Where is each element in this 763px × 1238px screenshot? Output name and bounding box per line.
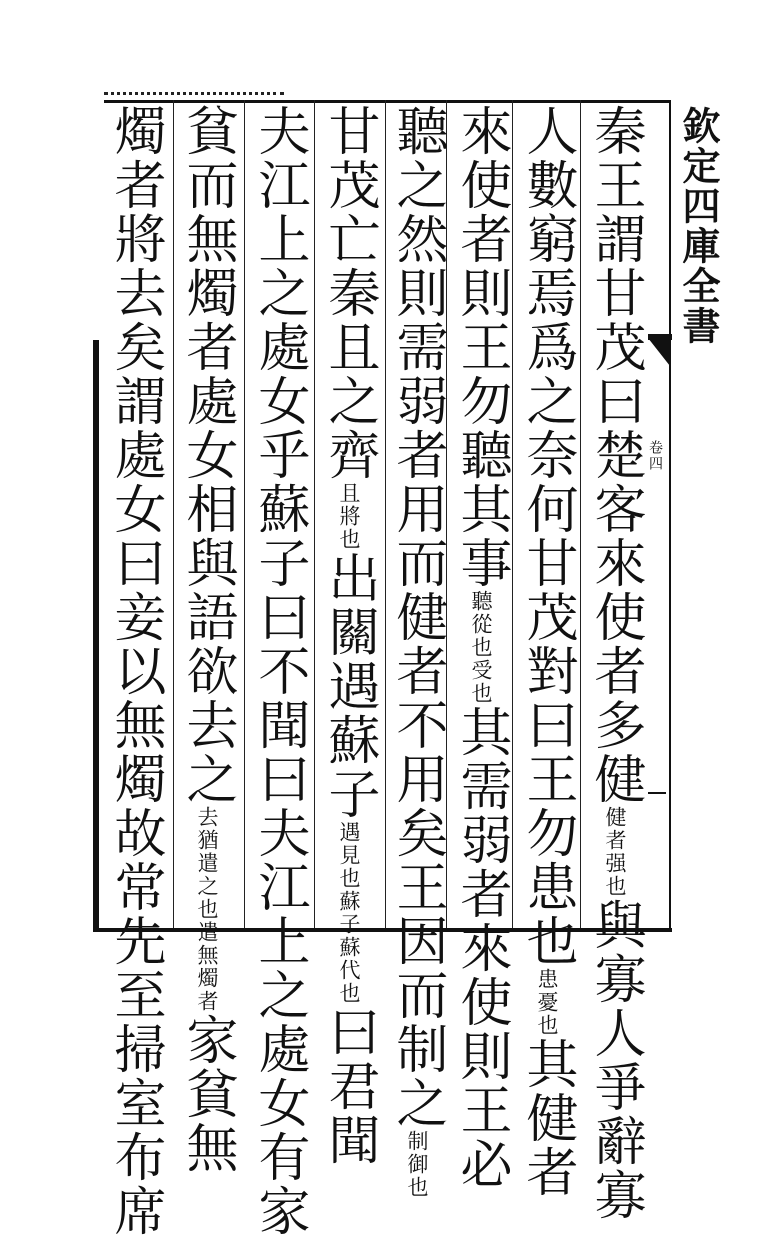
frame-right-border: [669, 100, 671, 932]
main-text: 甘茂亡秦且之齊: [319, 104, 379, 482]
annotation-text: 且將也: [337, 482, 361, 551]
volume-label: 卷四: [647, 440, 663, 472]
text-column-1: [584, 104, 646, 1222]
main-text: 與寡人爭辭寡: [585, 898, 645, 1222]
text-column-4: [386, 104, 448, 1199]
frame-top-dotted-line: [104, 92, 284, 99]
main-text: 出關遇蘇子: [319, 551, 379, 821]
main-text: 夫江上之處女乎蘇子曰不聞曰夫江上之處女有家: [249, 104, 309, 1238]
annotation-text: 遇見也蘇子蘇代也: [337, 821, 361, 1005]
column-rule: [173, 100, 174, 928]
main-text: 其需弱者來使則王必: [451, 705, 511, 1191]
book-title: 欽定四庫全書: [676, 106, 721, 346]
annotation-text: 去猶遣之也遣無燭者: [195, 806, 219, 1013]
frame-top-border: [104, 100, 670, 103]
main-text: 貧而無燭者處女相與語欲去之: [177, 104, 237, 806]
main-text: 秦王謂甘茂曰楚客來使者多健: [585, 104, 645, 806]
text-column-2: [516, 104, 578, 1199]
column-rule: [580, 100, 581, 928]
text-column-5: [318, 104, 380, 1167]
annotation-text: 患憂也: [535, 968, 559, 1037]
main-text: 聽之然則需弱者用而健者不用矣王因而制之: [387, 104, 447, 1130]
margin-column: [672, 100, 730, 932]
text-column-3: [450, 104, 512, 1191]
main-text: 其健者: [517, 1037, 577, 1199]
main-text: 人數窮焉爲之奈何甘茂對曰王勿患也: [517, 104, 577, 968]
column-rule: [314, 100, 315, 928]
fishtail-ornament: [648, 338, 670, 366]
column-rule: [244, 100, 245, 928]
main-text: 家貧無: [177, 1013, 237, 1175]
text-column-8: [104, 104, 166, 1238]
annotation-text: 聽從也受也: [469, 590, 493, 705]
annotation-text: 健者强也: [603, 806, 627, 898]
annotation-text: 制御也: [405, 1130, 429, 1199]
main-text: 來使者則王勿聽其事: [451, 104, 511, 590]
main-text: 燭者將去矣謂處女曰妾以無燭故常先至掃室布席: [105, 104, 165, 1238]
text-column-7: [176, 104, 238, 1175]
frame-left-border: [93, 340, 99, 932]
text-column-6: [248, 104, 310, 1238]
column-rule: [512, 100, 513, 928]
margin-mark: [648, 792, 666, 794]
main-text: 曰君聞: [319, 1005, 379, 1167]
